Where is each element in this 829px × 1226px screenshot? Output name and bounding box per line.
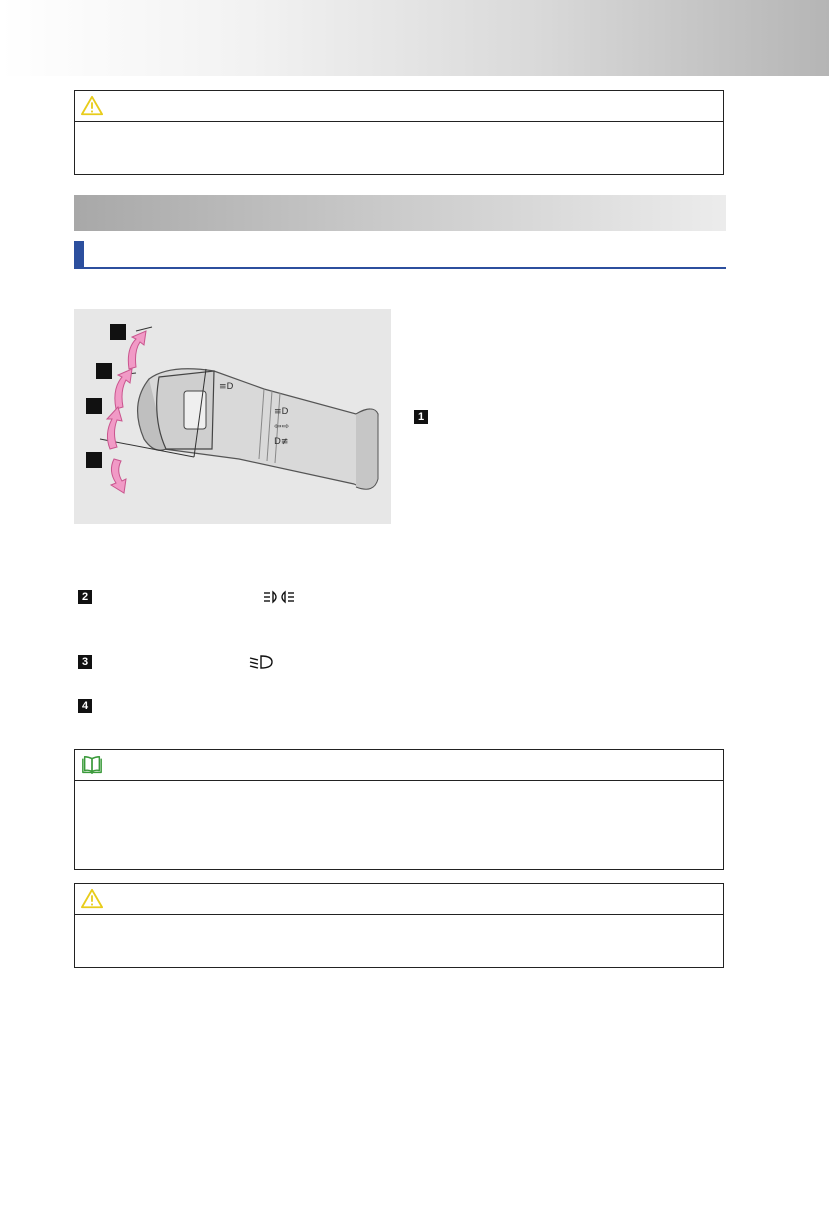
caution-box-body xyxy=(75,915,723,927)
caution-box-body xyxy=(75,122,723,134)
warning-triangle-icon xyxy=(81,888,103,910)
list-item-4 xyxy=(78,699,378,715)
svg-text:≡D: ≡D xyxy=(219,382,234,392)
caution-box-top xyxy=(74,90,724,175)
info-box-header xyxy=(75,750,723,781)
svg-text:D≢: D≢ xyxy=(274,437,289,447)
heading-marker xyxy=(74,241,84,267)
info-box-body xyxy=(75,781,723,793)
svg-text:⇦⇨: ⇦⇨ xyxy=(274,422,290,432)
caution-box-header xyxy=(75,884,723,915)
list-item-2 xyxy=(78,590,378,606)
side-marker-lights-icon xyxy=(262,588,296,606)
item-badge-3: 3 xyxy=(78,655,92,669)
low-beam-headlight-icon xyxy=(248,653,274,671)
subsection-heading xyxy=(74,241,726,269)
item-badge-4: 4 xyxy=(78,699,92,713)
warning-triangle-icon xyxy=(81,95,103,117)
section-title-bar xyxy=(74,195,726,231)
caution-box-bottom xyxy=(74,883,724,968)
list-item-3 xyxy=(78,655,378,671)
open-book-icon xyxy=(81,754,103,776)
item-badge-1: 1 xyxy=(414,410,428,424)
svg-text:≡D: ≡D xyxy=(274,407,289,417)
info-box xyxy=(74,749,724,870)
caution-box-header xyxy=(75,91,723,122)
item-badge-2: 2 xyxy=(78,590,92,604)
page-header-band xyxy=(0,0,829,76)
headlight-lever-figure xyxy=(74,309,391,524)
headlight-lever-illustration xyxy=(74,309,391,524)
